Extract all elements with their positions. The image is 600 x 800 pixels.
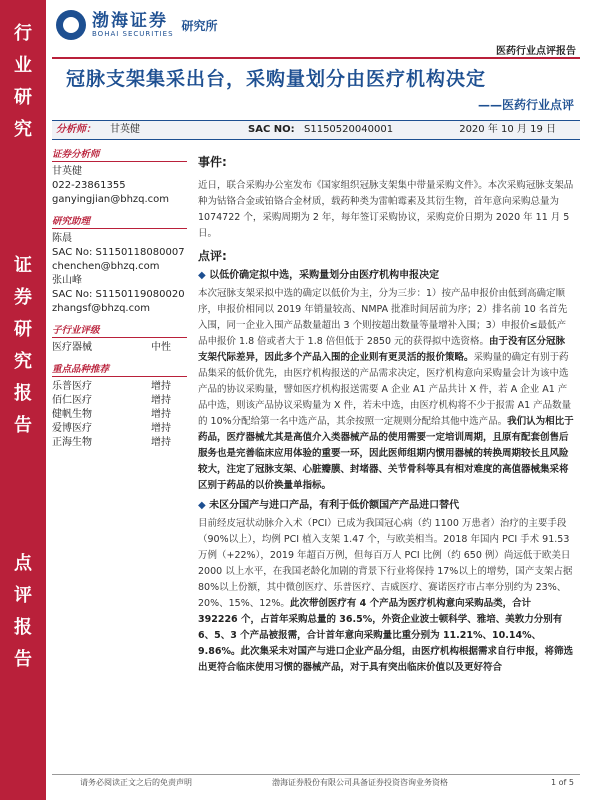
assistant-name: 张山峰 <box>52 275 82 286</box>
analyst-name: 甘英健 <box>110 124 140 135</box>
stock-rating: 增持 <box>151 423 171 434</box>
section-head: 重点品种推荐 <box>52 361 187 377</box>
stock-row <box>52 408 187 422</box>
analyst-label: 分析师： <box>56 124 96 135</box>
side-char: 行 <box>14 23 32 44</box>
industry-rating-section <box>52 322 187 355</box>
assistant-email: chenchen@bhzq.com <box>52 261 160 272</box>
point-1-text-2: 采购量的确定有别于药品集采的低价优先，由医疗机构报送的产品需求决定，医疗机构意向采购量会计为该中选产品的协议采购量，譬如医疗机构报送需要 A 企业 A1 产品共计 X 件，若 A 企业 A1 产品中选，则该产品协议采购量为 X 件，若未中选，由医疗机构将不少于报需 A1 产品数量的 10%分配给第一名中选产品，其余按照一定规则分配给其他中选产品。 <box>198 352 572 427</box>
page-footer <box>52 774 580 795</box>
sac-label: SAC NO: <box>248 124 295 135</box>
side-char: 业 <box>14 55 32 76</box>
stock-name: 爱博医疗 <box>52 423 92 434</box>
analyst-email: ganyingjian@bhzq.com <box>52 194 170 205</box>
side-char: 点 <box>14 553 32 574</box>
side-char: 报 <box>14 383 32 404</box>
point-2-emphasis: 此次带创医疗有 4 个产品为医疗机构意向采购品类，合计 392226 个，占首年采购总量的 36.5%，外资企业波士顿科学、雅培、美敦力分别有 6、5、3 个产品被报需，合计首年意向采购量比重分别为 11.21%、10.14%、9.86%。此次集采未对国产与进口企业产品分组，由医疗机构根据需求自行申报，将筛选出更符合临床使用习惯的器械产品，对于具有突出临床价值以及更好符合 <box>198 598 573 673</box>
sub-industry-rating: 中性 <box>151 342 171 353</box>
point-2-text: 目前经皮冠状动脉介入术（PCI）已成为我国冠心病（约 1100 万患者）治疗的主要手段（90%以上），均例 PCI 植入支架 1.47 个，与欧美相当。2018 年国内 PCI 手术 91.53 万例（+22%），2019 年超百万例，但每百万人 PCI 比例（约 650 例）尚远低于欧美日 2000 以上水平，在我国老龄化加剧的背景下行业将保持 17%以上的增势，国产支架占据 80%以上份额，其中微创医疗、乐普医疗、吉威医疗、赛诺医疗市占率分别约为 23%、20%、15%、12%。 <box>198 518 573 609</box>
key-stock-section <box>52 361 187 450</box>
logo-name-en: BOHAI SECURITIES <box>92 30 174 38</box>
stock-row <box>52 380 187 394</box>
point-1-emphasis-2: 我们认为相比于药品，医疗器械尤其是高值介入类器械产品的使用需要一定培训周期，且原有配套创售后服务也是完善临床应用体验的重要一环，因此医师组期内惯用器械的转换周期较长且风险较大，注定了冠脉支架、心脏瓣膜、封堵器、关节骨科等具有相对难度的高值器械集采将区别于药品的以价换量单指标。 <box>198 416 574 491</box>
section-head: 证券分析师 <box>52 146 187 162</box>
event-paragraph: 近日，联合采购办公室发布《国家组织冠脉支架集中带量采购文件》。本次采购冠脉支架品种为钴铬合金或铂铬合金材质，载药种类为雷帕霉素及其衍生物，首年意向采购总量为 1074722 个，采购周期为 2 年，每年签订采购协议，采购竞价日期为 2020 年 11 月 5 日。 <box>198 180 574 239</box>
sac-number: S1150520040001 <box>304 124 394 135</box>
assistant-name: 陈晨 <box>52 233 72 244</box>
stock-name: 正海生物 <box>52 437 92 448</box>
point-1-text: 本次冠脉支架采拟中选的确定以低价为主，分为三步：1）按产品申报价由低到高确定顺序，申报价相同以 2019 年销量较高、NMPA 批准时间居前为序；2）排名前 10 名首先入围，同一企业入围产品数量超出 3 个则按超出数量等量增补入围；3）申报价≤最低产品申报价 1.8 倍或者大于 1.8 倍但低于 2850 元的获得拟中选资格。 <box>198 288 568 347</box>
footer-disclaimer: 请务必阅读正文之后的免责声明 <box>80 778 192 787</box>
logo-emblem-icon <box>56 10 86 40</box>
report-title: 冠脉支架集采出台，采购量划分由医疗机构决定 <box>66 68 487 90</box>
side-char: 券 <box>14 287 32 308</box>
stock-row <box>52 422 187 436</box>
side-char: 研 <box>14 87 32 108</box>
side-char: 报 <box>14 617 32 638</box>
stock-rating: 增持 <box>151 381 171 392</box>
stock-rating: 增持 <box>151 409 171 420</box>
side-banner <box>0 0 46 800</box>
institute-name: 研究所 <box>181 18 218 33</box>
analyst-bar <box>52 120 580 140</box>
logo-name-cn: 渤海证券 <box>92 11 168 31</box>
assistant-sac: SAC No: S1150119080020 <box>52 289 185 300</box>
report-date: 2020 年 10 月 19 日 <box>459 124 556 135</box>
section-head: 子行业评级 <box>52 322 187 338</box>
stock-row <box>52 394 187 408</box>
analyst-phone: 022-23861355 <box>52 180 126 191</box>
stock-name: 佰仁医疗 <box>52 395 92 406</box>
point-2-title: ◆ 未区分国产与进口产品，有利于低价额国产产品进口替代 <box>198 498 574 514</box>
side-char: 究 <box>14 351 32 372</box>
side-char: 研 <box>14 319 32 340</box>
stock-name: 乐普医疗 <box>52 381 92 392</box>
side-char: 告 <box>14 649 32 670</box>
stock-name: 健帆生物 <box>52 409 92 420</box>
point-1-paragraph <box>198 286 574 494</box>
assistant-sac: SAC No: S1150118080007 <box>52 247 185 258</box>
analyst-name: 甘英健 <box>52 166 82 177</box>
assistant-section <box>52 213 187 316</box>
section-head: 研究助理 <box>52 213 187 229</box>
stock-rating: 增持 <box>151 395 171 406</box>
left-info-column <box>52 146 187 456</box>
company-logo <box>56 10 218 40</box>
assistant-email: zhangsf@bhzq.com <box>52 303 150 314</box>
report-body <box>198 150 574 680</box>
analyst-section <box>52 146 187 207</box>
side-char: 究 <box>14 119 32 140</box>
report-subtitle: ——医药行业点评 <box>477 98 574 112</box>
rating-row <box>52 341 187 355</box>
event-heading: 事件: <box>198 155 227 169</box>
point-2-paragraph <box>198 516 574 676</box>
sub-industry-name: 医疗器械 <box>52 342 92 353</box>
footer-company: 渤海证券股份有限公司具备证券投资咨询业务资格 <box>272 778 448 787</box>
page-number: 1 of 5 <box>551 778 574 787</box>
side-label-comment-report <box>0 548 46 676</box>
side-label-industry-research <box>0 18 46 146</box>
stock-rating: 增持 <box>151 437 171 448</box>
side-label-securities-report <box>0 250 46 442</box>
side-char: 告 <box>14 415 32 436</box>
side-char: 证 <box>14 255 32 276</box>
title-divider <box>52 57 580 59</box>
side-char: 评 <box>14 585 32 606</box>
comment-heading: 点评: <box>198 249 227 263</box>
point-1-emphasis: 由于没有区分冠脉支架代际差异，因此多个产品入围的企业则有更灵活的报价策略。 <box>198 336 566 363</box>
stock-row <box>52 436 187 450</box>
report-type: 医药行业点评报告 <box>496 46 576 57</box>
point-1-title: ◆ 以低价确定拟中选，采购量划分由医疗机构申报决定 <box>198 268 574 284</box>
